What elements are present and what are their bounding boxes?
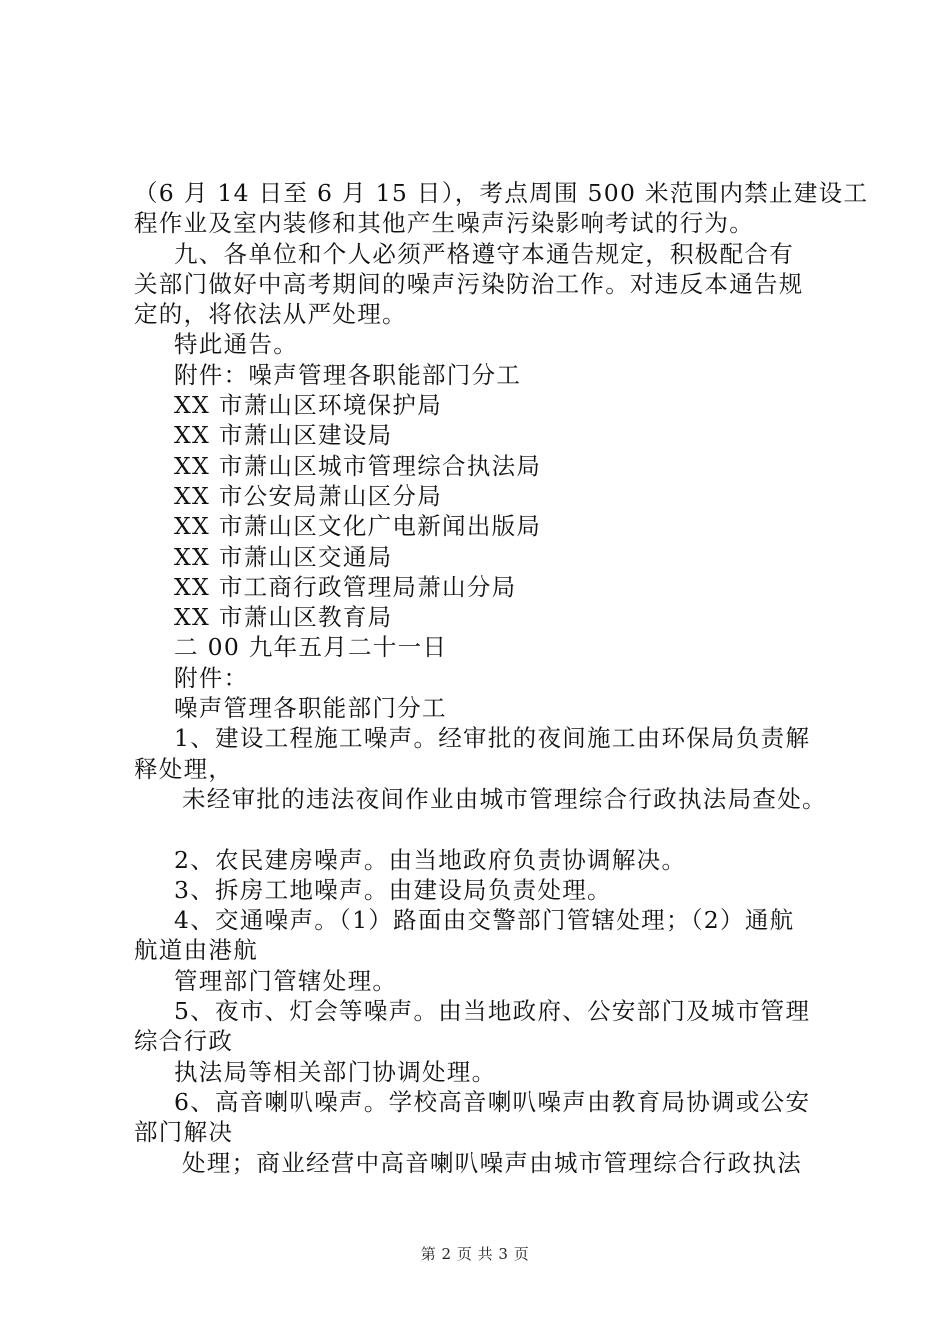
text-line: 处理；商业经营中高音喇叭噪声由城市管理综合行政执法 — [182, 1148, 802, 1177]
list-item: 4、交通噪声。（1）路面由交警部门管辖处理；（2）通航 — [174, 906, 795, 935]
blank-line — [134, 814, 834, 844]
list-item: 5、夜市、灯会等噪声。由当地政府、公安部门及城市管理 — [174, 997, 811, 1026]
closing-line: 特此通告。 — [174, 330, 298, 359]
issuer-line: XX 市工商行政管理局萧山分局 — [174, 572, 517, 601]
issuer-line: XX 市萧山区文化广电新闻出版局 — [174, 512, 542, 541]
list-item: 3、拆房工地噪声。由建设局负责处理。 — [174, 875, 612, 904]
text-line: 定的，将依法从严处理。 — [134, 300, 407, 329]
text-line: 部门解决 — [134, 1118, 234, 1147]
text-line: 执法局等相关部门协调处理。 — [174, 1057, 497, 1086]
text-line: 未经审批的违法夜间作业由城市管理综合行政执法局查处。 — [182, 784, 827, 813]
issuer-line: XX 市萧山区教育局 — [174, 603, 393, 632]
issuer-line: XX 市萧山区建设局 — [174, 421, 393, 450]
text-line: 综合行政 — [134, 1027, 234, 1056]
date-line: 二 00 九年五月二十一日 — [174, 633, 448, 662]
document-body — [134, 178, 869, 1178]
list-item: 2、农民建房噪声。由当地政府负责协调解决。 — [174, 845, 687, 874]
issuer-line: XX 市萧山区交通局 — [174, 542, 393, 571]
text-line: 关部门做好中高考期间的噪声污染防治工作。对违反本通告规 — [134, 269, 804, 298]
page-number-footer: 第 2 页 共 3 页 — [420, 1245, 530, 1263]
text-line: 程作业及室内装修和其他产生噪声污染影响考试的行为。 — [134, 209, 754, 238]
issuer-line: XX 市公安局萧山区分局 — [174, 481, 443, 510]
attachment-title: 噪声管理各职能部门分工 — [174, 694, 447, 723]
attachment-heading: 附件： — [174, 663, 249, 692]
attachment-note: 附件：噪声管理各职能部门分工 — [174, 360, 522, 389]
text-line: 释处理， — [134, 754, 234, 783]
text-line: （6 月 14 日至 6 月 15 日），考点周围 500 米范围内禁止建设工 — [134, 179, 869, 207]
text-line: 管理部门管辖处理。 — [174, 966, 398, 995]
issuer-line: XX 市萧山区环境保护局 — [174, 391, 443, 420]
paragraph-start-line: 九、各单位和个人必须严格遵守本通告规定，积极配合有 — [174, 239, 794, 268]
issuer-line: XX 市萧山区城市管理综合执法局 — [174, 451, 542, 480]
text-line: 航道由港航 — [134, 936, 258, 965]
list-item: 6、高音喇叭噪声。学校高音喇叭噪声由教育局协调或公安 — [174, 1087, 811, 1116]
list-item: 1、建设工程施工噪声。经审批的夜间施工由环保局负责解 — [174, 724, 811, 753]
